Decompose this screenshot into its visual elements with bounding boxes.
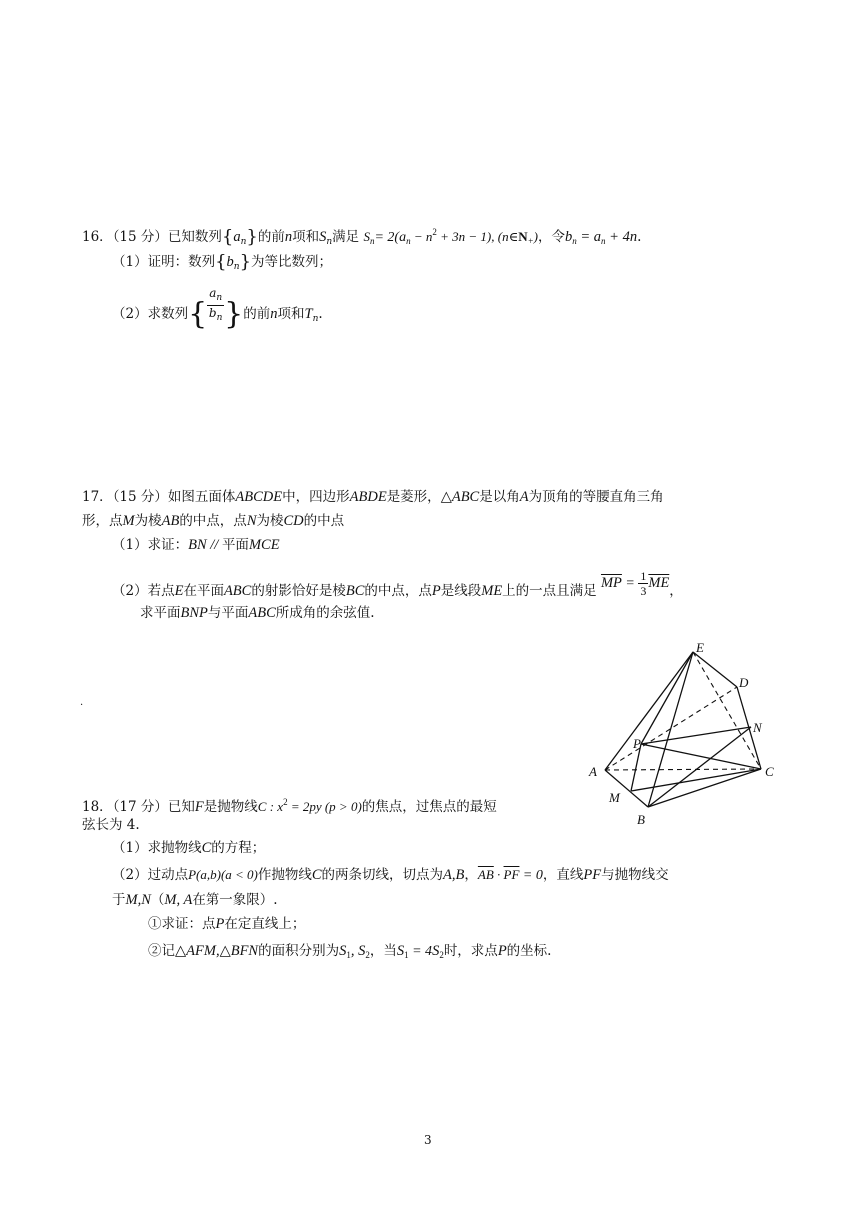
q18-part2-line2: 于M,N（M, A在第一象限）.	[112, 892, 278, 908]
q18-stem-line1: 18．（17 分）已知F是抛物线C : $x^2 = 2py$ (p > 0)的焦点，过焦点的最短	[82, 797, 497, 815]
q17-stem-line2: 形，点M为棱AB的中点，点N为棱CD的中点	[82, 513, 345, 529]
label-P: P	[633, 736, 641, 751]
label-M: M	[609, 790, 620, 805]
label-E: E	[696, 640, 704, 655]
q16-stem: 16．（15 分）已知数列$\{a_n\}$的前n项和$S_n$满足 $S_n= 2(a_n - n^2 + 3n - 1)$, $(n\in N_+)$，令$b_n = a_n + 4n$.	[82, 226, 642, 248]
q16-part2: （2）求数列{ $\frac{a_n}{b_n}$ }的前n项和$T_n$.	[112, 286, 323, 332]
q17-part2-line2: 求平面BNP与平面ABC所成角的余弦值.	[140, 605, 375, 621]
label-N: N	[753, 720, 762, 735]
label-D: D	[739, 675, 749, 690]
q17-stem-line1: 17．（15 分）如图五面体ABCDE中，四边形ABDE是菱形，△ABC是以角A为顶角的等腰直角三角	[82, 489, 664, 505]
pentahedron-figure	[575, 640, 795, 830]
q18-stem-line2: 弦长为 4.	[82, 817, 140, 833]
page-number: 3	[424, 1133, 432, 1147]
q18-part2-line1: （2）过动点P(a,b)(a < 0)作抛物线C的两条切线，切点为A,B，$\overline{AB} \cdot \overline{PF} = 0$，直线PF与抛物线交	[112, 867, 669, 883]
label-A: A	[589, 764, 597, 779]
q17-part2-line1: （2）若点E在平面ABC的射影恰好是棱BC的中点，点P是线段ME上的一点且满足 $\overline{MP}$ = $\frac{1}{3}$ $\overline{ME}$，	[112, 569, 683, 599]
q18-sub1: ①求证：点P在定直线上；	[148, 916, 306, 932]
q17-part1: （1）求证：BN // 平面MCE	[112, 537, 280, 553]
q18-part1: （1）求抛物线C的方程；	[112, 840, 266, 856]
q18-sub2: ②记△AFM,△BFN的面积分别为$S_1$, $S_2$，当$S_1 = 4S_2$时，求点P的坐标.	[148, 943, 552, 960]
label-C: C	[765, 764, 774, 779]
stray-dot: .	[80, 697, 84, 708]
label-B: B	[637, 812, 645, 827]
q16-part1: （1）证明：数列$\{b_n\}$为等比数列；	[112, 251, 333, 273]
